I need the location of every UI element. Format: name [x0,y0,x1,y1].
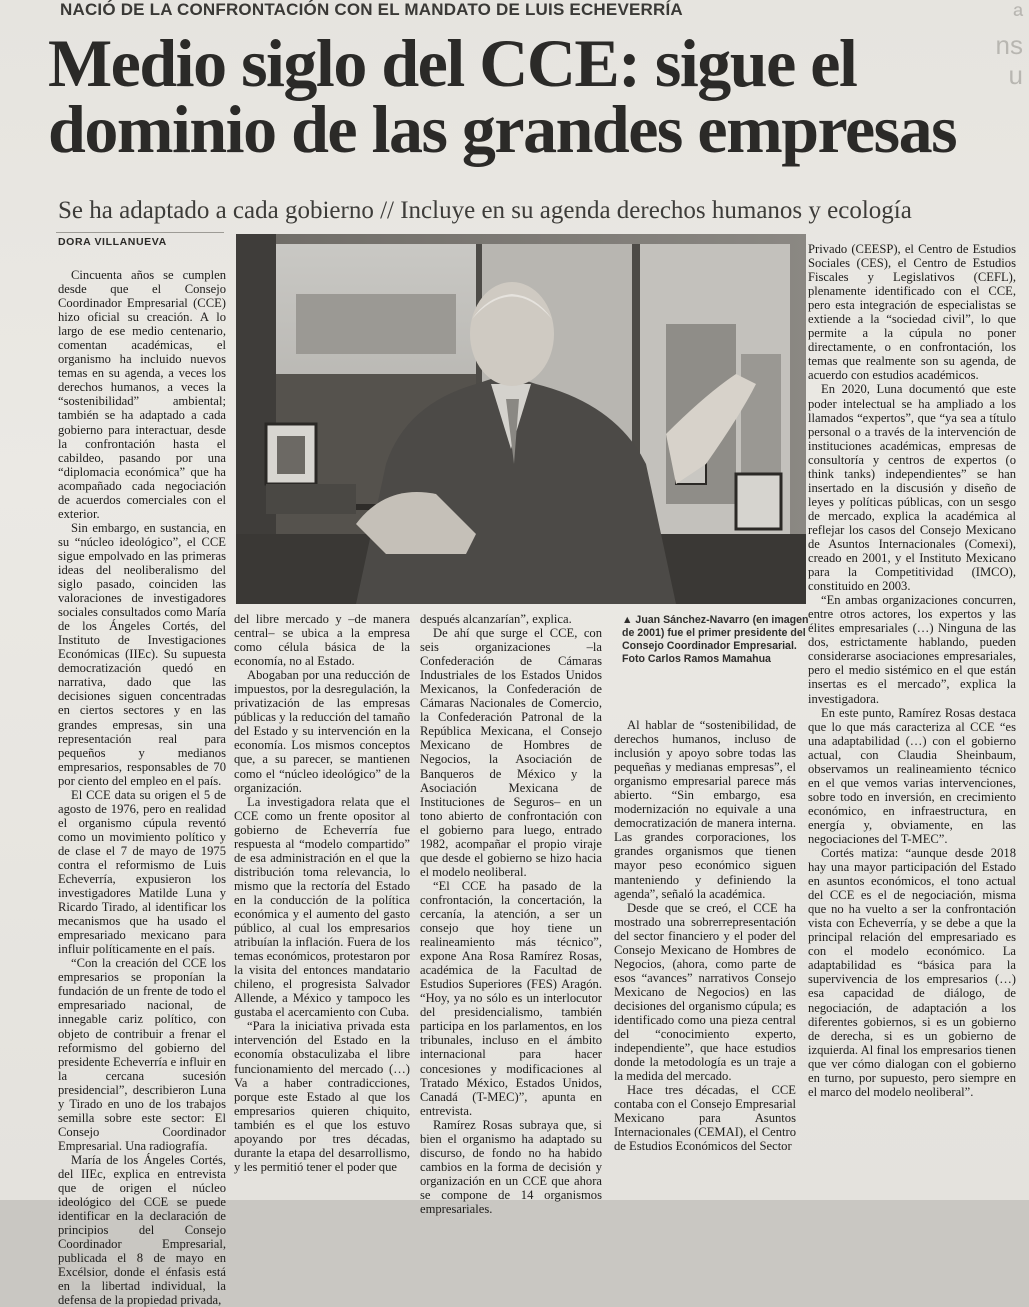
article-column-1 [58,268,226,1307]
article-headline: Medio siglo del CCE: sigue el dominio de las grandes empresas [48,25,957,167]
article-column-3 [420,612,602,1216]
paragraph: Ramírez Rosas subraya que, si bien el organismo ha adaptado su discurso, de fondo no ha habido cambios en la forma de decisión y organización en un CCE que ahora se compone de 14 organismos empresariales. [420,1117,602,1216]
paragraph: “En ambas organizaciones concurren, entre otros actores, los expertos y las élites empresariales (…) Ninguna de las dos, estrictamente hablando, pueden considerarse asociaciones empresariales, pero el medio sistémico en el que están insertas es el mercado”, explica la investigadora. [808,593,1016,706]
paragraph: La investigadora relata que el CCE como un frente opositor al gobierno de Echeverría fue respuesta al “modelo compartido” de esa administración en el que la distribución toma relevancia, lo mismo que la rectoría del Estado en la conducción de la política económica y el aumento del gasto público, al cual los empresarios atribuían la inflación. Fuera de los temas económicos, protestaron por la visita del entonces mandatario chileno, el progresista Salvador Allende, a México y tampoco les gustaba el acercamiento con Cuba. [234,794,410,1020]
paragraph: Al hablar de “sostenibilidad, de derechos humanos, incluso de inclusión y apoyo sobre todas las pequeñas y medianas empresas”, el organismo empresarial parece más abierto. “Sin embargo, esa modernización no equivale a una democratización de manera interna. Las grandes corporaciones, los grandes organismos que tienen mayor peso económico siguen manteniendo y definiendo la agenda”, señaló la académica. [614,718,796,901]
paragraph: En 2020, Luna documentó que este poder intelectual se ha ampliado a los llamados “expertos”, que “ya sea a título personal o a través de la intervención de instituciones académicas, empresas de consultoría y centros de expertos (o think tanks) independientes” se han insertado en la discusión y diseño de leyes y políticas públicas, con un sesgo de mercado, explica la académica al reflejar los casos del Consejo Mexicano de Asuntos Internacionales (Comexi), creado en 2001, y el Instituto Mexicano para la Competitividad (IMCO), constituido en 2003. [808,382,1016,594]
article-column-2 [234,612,410,1194]
article-photo [236,234,806,604]
adjacent-article-fragment: ª ns u [995,0,1023,90]
article-kicker: NACIÓ DE LA CONFRONTACIÓN CON EL MANDATO DE LUIS ECHEVERRÍA [60,0,683,19]
article-byline: DORA VILLANUEVA [58,236,167,248]
article-column-5 [808,242,1016,1194]
photo-illustration [236,234,806,604]
paragraph: Cortés matiza: “aunque desde 2018 hay una mayor participación del Estado en asuntos económicos, el tono actual del CCE es el de negociación, misma que no ha vuelto a ser la confrontación vista con Echeverría, y se debe a que la principal relación del empresariado es con el modelo económico. La adaptabilidad es “básica para la supervivencia de los empresarios (…) esa capacidad de diálogo, de negociación, de adaptación a los diferentes gobiernos, si es un gobierno de derecha, si es un gobierno de izquierda. Al final los empresarios tienen que ver cómo dialogan con el gobierno en turno, por supuesto, pero siempre en el marco del modelo neoliberal”. [808,846,1016,1099]
paragraph: “Para la iniciativa privada esta intervención del Estado en la economía obstaculizaba el libre funcionamiento del mercado (…) Va a haber contradicciones, porque este Estado al que los empresarios quieren chiquito, también es el que los estuvo apoyando por tres décadas, durante la etapa del desarrollismo, y les permitió tener el poder que [234,1019,410,1174]
paragraph: Sin embargo, en sustancia, en su “núcleo ideológico”, el CCE sigue empolvado en las primeras ideas del neoliberalismo del siglo pasado, coinciden las valoraciones de investigadores sociales consultados como María de los Ángeles Cortés, del Instituto de Investigaciones Económicas (IIEc). Su supuesta democratización quedó en narrativa, dado que las decisiones siguen concentradas en ciertos sectores y en las grandes empresas, sin una representación real para pequeños y medianos empresarios, responsables de 70 por ciento del empleo en el país. [58,520,226,788]
byline-rule [56,232,224,233]
article-column-4 [614,718,796,1194]
paragraph: Cincuenta años se cumplen desde que el Consejo Coordinador Empresarial (CCE) hizo oficial su creación. A lo largo de ese medio centenario, comentan académicas, el organismo ha incluido nuevos temas en su agenda, a veces los derechos humanos, a veces la “sostenibilidad” ambiental; también se ha adaptado a cada gobierno para interactuar, desde la confrontación hasta el cabildeo, pasando por una “diplomacia económica” que ha acompañado cada negociación de acuerdos comerciales con el exterior. [58,268,226,521]
paragraph: El CCE data su origen el 5 de agosto de 1976, pero en realidad el organismo cúpula reventó como un movimiento político y de clase el 7 de mayo de 1975 contra el reformismo de Luis Echeverría, expusieron los investigadores Matilde Luna y Ricardo Tirado, al identificar los mecanismos que ha usado el empresariado mexicano para influir políticamente en el país. [58,787,226,957]
article-subhead: Se ha adaptado a cada gobierno // Incluye en su agenda derechos humanos y ecología [58,197,912,224]
paragraph: María de los Ángeles Cortés, del IIEc, explica en entrevista que de origen el núcleo ideológico del CCE se puede identificar en la declaración de principios del Consejo Coordinador Empresarial, publicada el 8 de mayo en Excélsior, donde el énfasis está en la libertad individual, la defensa de la propiedad privada, [58,1152,226,1307]
paragraph: Hace tres décadas, el CCE contaba con el Consejo Empresarial Mexicano para Asuntos Internacionales (CEMAI), el Centro de Estudios Económicos del Sector [614,1083,796,1154]
photo-caption: ▲ Juan Sánchez-Navarro (en imagen de 2001) fue el primer presidente del Consejo Coordinador Empresarial. Foto Carlos Ramos Mamahua [622,614,809,665]
paragraph: “El CCE ha pasado de la confrontación, la concertación, la cercanía, la atención, a ser un consejo que hoy tiene un realineamiento más técnico”, expone Ana Rosa Ramírez Rosas, académica de la Facultad de Estudios Superiores (FES) Aragón. “Hoy, ya no sólo es un interlocutor del presidencialismo, también participa en los parlamentos, en los tribunales, incluso en el ámbito internacional para hacer concesiones y modificaciones al Tratado México, Estados Unidos, Canadá (T-MEC)”, apunta en entrevista. [420,878,602,1118]
paragraph: Privado (CEESP), el Centro de Estudios Sociales (CES), el Centro de Estudios Fiscales y Legislativos (CEFL), plenamente identificado con el CCE, pero esta integración de especialistas se extiende a la “sociedad civil”, lo que permite a la cúpula no poner directamente, o en confrontación, los temas que realmente son su agenda, de acuerdo con estudios académicos. [808,242,1016,383]
paragraph: Abogaban por una reducción de impuestos, por la desregulación, la privatización de las empresas públicas y la reducción del tamaño del Estado y su intervención en la economía. Los mismos conceptos que, a su parecer, se mantienen como el “núcleo ideológico” de la organización. [234,668,410,795]
paragraph: En este punto, Ramírez Rosas destaca que lo que más caracteriza al CCE “es una adaptabilidad (…) con el gobierno actual, con Claudia Sheinbaum, observamos un realineamiento técnico en el que vemos varias intervenciones, sobre todo en inversión, en crecimiento económico, en infraestructura, en energía y, obviamente, en las negociaciones del T-MEC”. [808,705,1016,846]
paragraph: del libre mercado y –de manera central– se ubica a la empresa como célula básica de la economía, no al Estado. [234,612,410,669]
paragraph: después alcanzarían”, explica. [420,612,572,626]
paragraph: De ahí que surge el CCE, con seis organizaciones –la Confederación de Cámaras Industriales de los Estados Unidos Mexicanos, la Confederación de Cámaras Nacionales de Comercio, la Confederación Patronal de la República Mexicana, el Consejo Mexicano de Hombres de Negocios, la Asociación de Banqueros de México y la Asociación Mexicana de Instituciones de Seguros– en un tono abierto de confrontación con el gobierno para luego, entrado 1982, acompañar el propio viraje que desde el gobierno se hizo hacia el modelo neoliberal. [420,626,602,879]
paragraph: Desde que se creó, el CCE ha mostrado una sobrerrepresentación del sector financiero y el poder del Consejo Mexicano de Hombres de Negocios, (ahora, como parte de esos “avances” narrativos Consejo Mexicano de Negocios) en las decisiones del organismo cúpula; es identificado como una pieza central del “conocimiento experto, independiente”, que hace estudios donde la metodología es un traje a la medida del mercado. [614,900,796,1084]
paragraph: “Con la creación del CCE los empresarios se proponían la fundación de un frente de todo el empresariado nacional, de innegable cariz político, con objeto de contribuir a frenar el reformismo del gobierno del presidente Echeverría e influir en la cercana sucesión presidencial”, describieron Luna y Tirado en uno de los trabajos semilla sobre este sector: El Consejo Coordinador Empresarial. Una radiografía. [58,956,226,1153]
